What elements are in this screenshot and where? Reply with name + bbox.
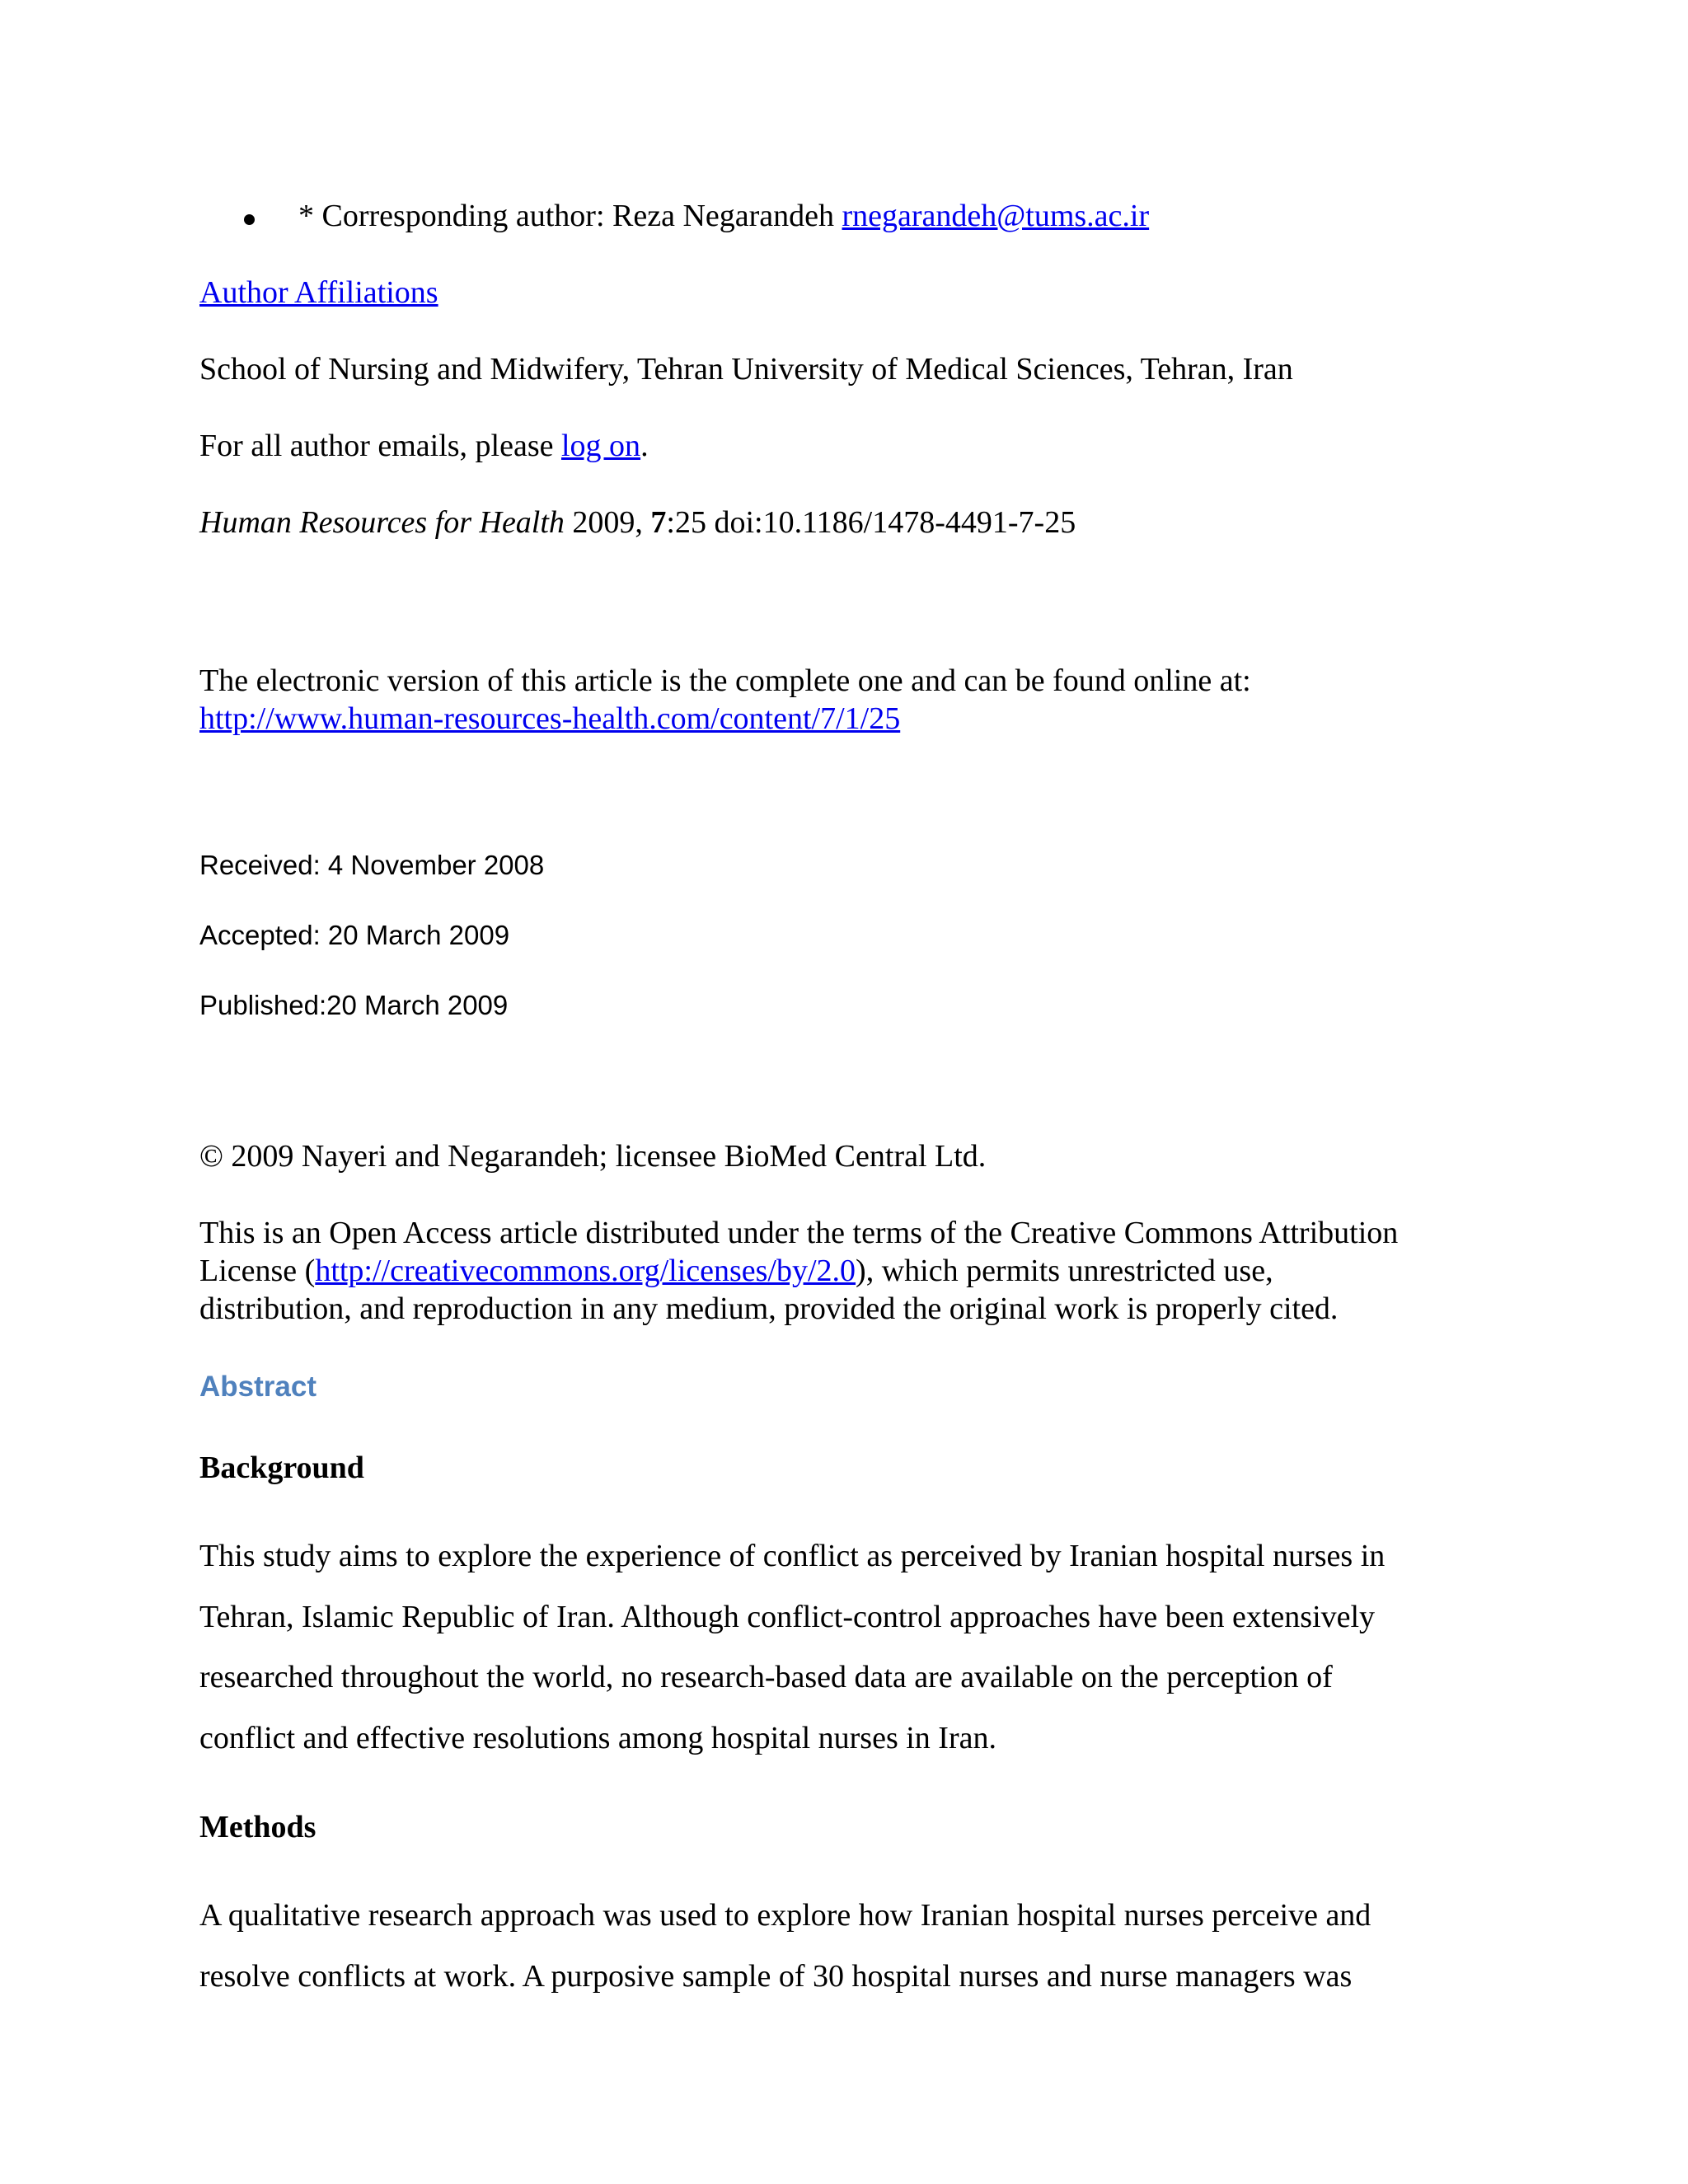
journal-name: Human Resources for Health [199, 505, 565, 540]
license-line-2 [199, 1253, 1273, 1289]
received-date: Received: 4 November 2008 [199, 850, 545, 880]
corresponding-author-text: * Corresponding author: Reza Negarandeh [298, 199, 835, 233]
background-line: conflict and effective resolutions among hospital nurses in Iran. [199, 1720, 996, 1755]
citation-doi: :25 doi:10.1186/1478-4491-7-25 [666, 505, 1076, 540]
license-prefix: License ( [199, 1254, 316, 1288]
license-line-3: distribution, and reproduction in any medium, provided the original work is properly cited. [199, 1291, 1339, 1326]
license-url-link[interactable]: http://creativecommons.org/licenses/by/2.0 [315, 1254, 856, 1288]
background-line: This study aims to explore the experience of conflict as perceived by Iranian hospital nurses in [199, 1539, 1386, 1573]
bullet-icon [244, 214, 255, 225]
online-version-text: The electronic version of this article is the complete one and can be found online at: [199, 663, 1251, 698]
background-heading: Background [199, 1451, 364, 1485]
copyright-text: © 2009 Nayeri and Negarandeh; licensee BioMed Central Ltd. [199, 1139, 987, 1174]
citation-year: 2009, [564, 505, 651, 540]
article-url-link[interactable]: http://www.human-resources-health.com/content/7/1/25 [199, 701, 901, 736]
methods-line: A qualitative research approach was used to explore how Iranian hospital nurses perceive and [199, 1898, 1372, 1933]
author-affiliations-row [199, 274, 438, 311]
log-on-link[interactable]: log on [561, 429, 641, 463]
author-emails-note [199, 428, 649, 464]
background-line: researched throughout the world, no research-based data are available on the perception of [199, 1660, 1333, 1695]
corresponding-email-link[interactable]: rnegarandeh@tums.ac.ir [842, 199, 1150, 233]
author-emails-prefix: For all author emails, please [199, 429, 554, 463]
published-date: Published:20 March 2009 [199, 990, 509, 1020]
methods-line: resolve conflicts at work. A purposive sample of 30 hospital nurses and nurse managers was [199, 1958, 1353, 1994]
background-paragraph [199, 1526, 1502, 1769]
license-suffix: ), which permits unrestricted use, [856, 1254, 1273, 1288]
online-version-row [199, 701, 900, 737]
abstract-heading: Abstract [199, 1371, 316, 1403]
author-emails-suffix: . [640, 429, 649, 463]
methods-heading: Methods [199, 1810, 316, 1844]
license-line-1: This is an Open Access article distributed under the terms of the Creative Commons Attribution [199, 1216, 1399, 1250]
citation-volume: 7 [650, 505, 667, 540]
author-affiliations-link[interactable]: Author Affiliations [199, 275, 438, 310]
citation [199, 504, 1076, 541]
methods-paragraph [199, 1886, 1502, 2007]
affiliation-text: School of Nursing and Midwifery, Tehran University of Medical Sciences, Tehran, Iran [199, 352, 1293, 387]
background-line: Tehran, Islamic Republic of Iran. Although conflict-control approaches have been extensively [199, 1599, 1376, 1634]
accepted-date: Accepted: 20 March 2009 [199, 920, 510, 950]
